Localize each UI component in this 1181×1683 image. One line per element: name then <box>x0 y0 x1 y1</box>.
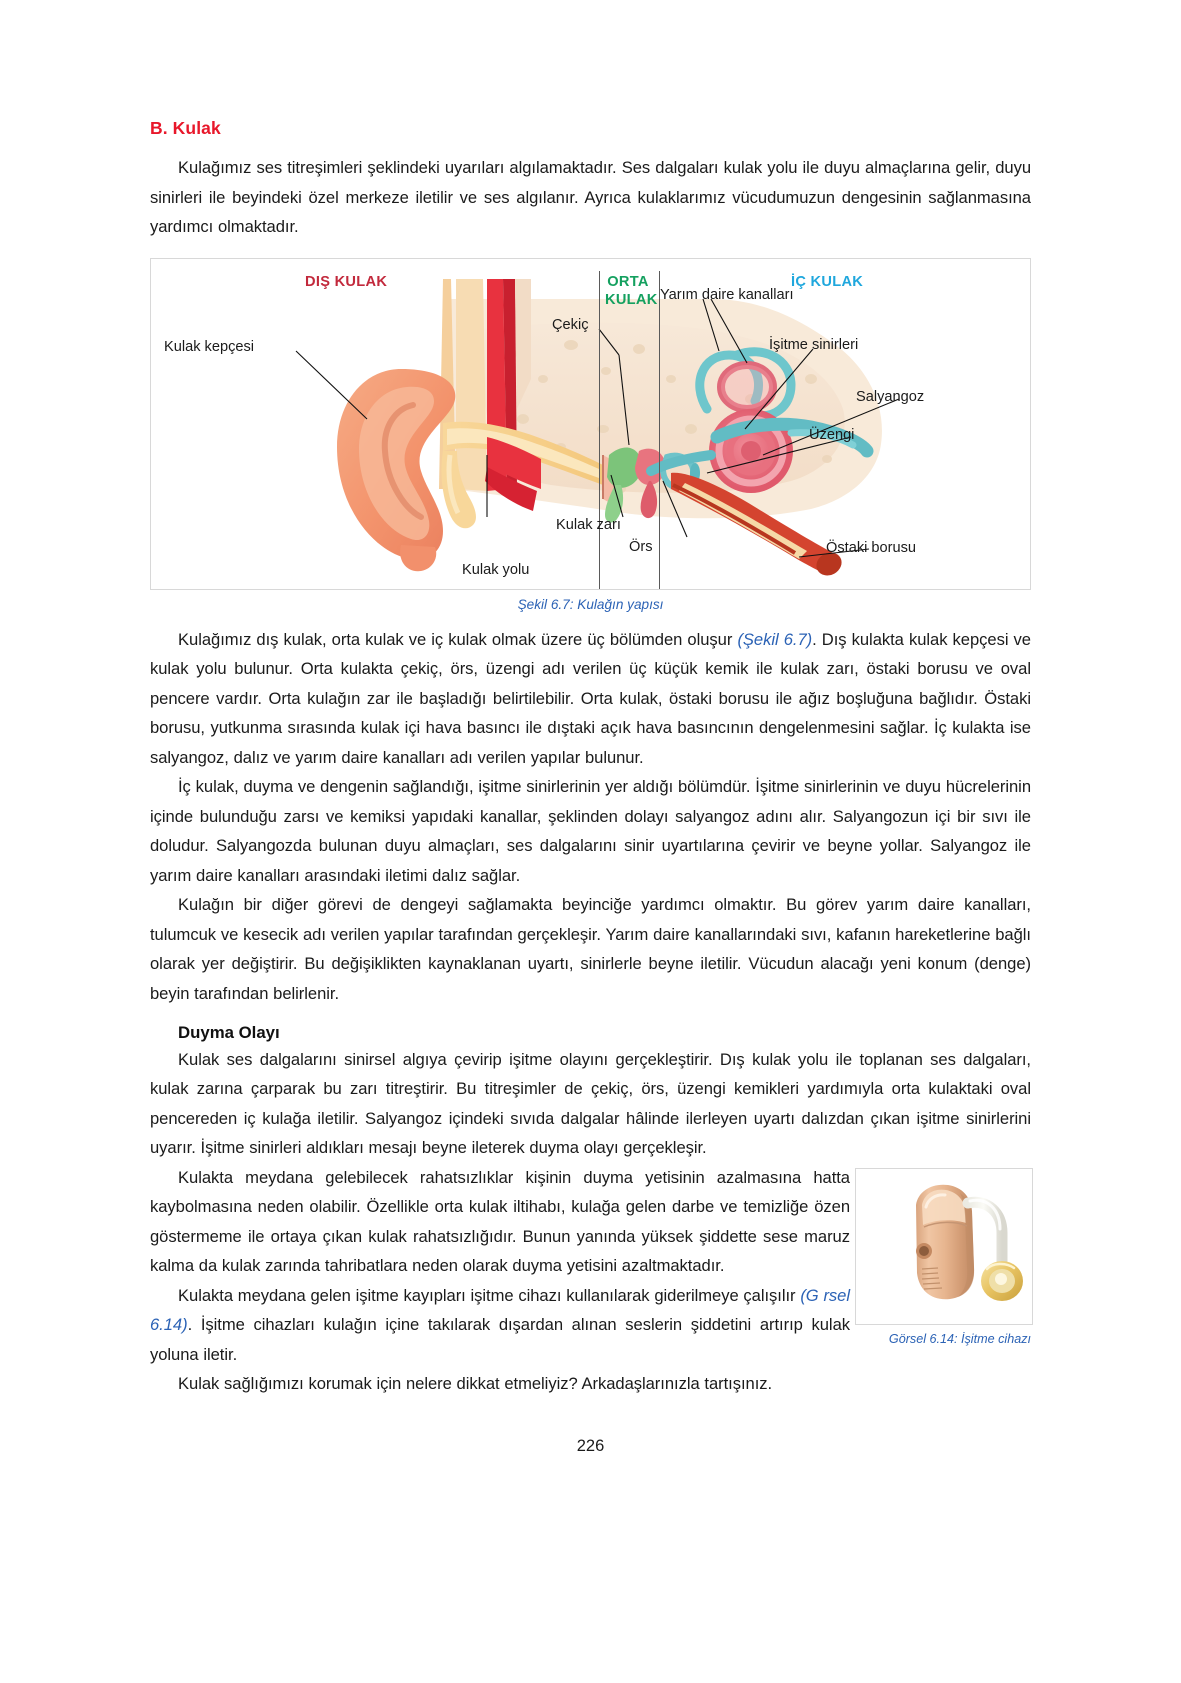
paragraph-1-part-b: . Dış kulakta kulak kepçesi ve kulak yolu bulunur. Orta kulakta çekiç, örs, üzengi adı verilen üç küçük kemik ile kulak zarı, östaki borusu ve oval pencere vardır. Orta kulağın zar ile başladığı belirtilebilir. Orta kulak, östaki borusu ile ağız boşluğuna bağlıdır. Östaki borusu, yutkunma sırasında kulak içi hava basıncı ile dıştaki açık hava basıncının dengelenmesini sağlar. İç kulakta ise salyangoz, dalız ve yarım daire kanalları adı verilen yapılar bulunur. <box>150 629 1031 767</box>
part-label-isitme-sinirleri: İşitme sinirleri <box>769 336 859 353</box>
zone-label-middle-ear: ORTA KULAK <box>605 273 658 308</box>
paragraph-6-part-b: . İşitme cihazları kulağın içine takılarak dışardan alınan seslerin şiddetini artırıp kulak yoluna iletir. <box>150 1315 850 1364</box>
zone-divider-middle-inner <box>659 271 660 589</box>
paragraph-7: Kulak sağlığımızı korumak için nelere dikkat etmeliyiz? Arkadaşlarınızla tartışınız. <box>178 1374 773 1394</box>
hearing-aid-caption: Görsel 6.14: İşitme cihazı <box>888 1332 1031 1346</box>
figure-reference-link[interactable]: (Şekil 6.7) <box>737 629 813 649</box>
paragraph-2: İç kulak, duyma ve dengenin sağlandığı, işitme sinirlerinin yer aldığı bölümdür. İşitme sinirlerinin ve duyu hücrelerinin içinde bulunduğu zarsı ve kemiksi yapıdaki kanallar, şeklinden dolayı salyangoz adını alır. Salyangozun içi bir sıvı ile doludur. Salyangozda bulunan duyu almaçları, ses dalgalarını sinir uyartılarına çevirir ve beyne yollar. Salyangoz ile yarım daire kanalları arasındaki iletimi dalız sağlar. <box>150 777 1031 885</box>
paragraph-4: Kulak ses dalgalarını sinirsel algıya çevirip işitme olayını gerçekleştirir. Dış kulak yolu ile toplanan ses dalgaları, kulak zarına çarparak bu zarı titreştirir. Bu titreşimler de çekiç, örs, üzengi kemikleri yardımıyla orta kulaktaki oval pencereden iç kulağa iletilir. Salyangoz içindeki sıvıda dalgalar hâlinde ilerleyen uyartı dalızdan çıkan işitme sinirlerini uyarır. İşitme sinirleri aldıkları mesajı beyne ileterek duyma olayı gerçekleşir. <box>150 1049 1031 1158</box>
ear-anatomy-figure <box>150 258 1031 590</box>
part-label-cekic: Çekiç <box>552 316 589 333</box>
page-number: 226 <box>576 1437 605 1455</box>
hearing-aid-image-frame <box>855 1168 1033 1325</box>
hearing-aid-illustration <box>856 1169 1032 1324</box>
part-label-salyangoz: Salyangoz <box>856 388 925 405</box>
image-reference-link[interactable]: (G rsel 6.14) <box>150 1285 850 1335</box>
part-label-uzengi: Üzengi <box>809 426 855 443</box>
paragraph-6 <box>150 1281 850 1370</box>
part-label-kulak-zari: Kulak zarı <box>556 516 621 533</box>
intro-paragraph: Kulağımız ses titreşimleri şeklindeki uyarıları algılamaktadır. Ses dalgaları kulak yolu ile duyu almaçlarına gelir, duyu sinirleri ile beyindeki özel merkeze iletilir ve ses algılanır. Ayrıca kulaklarımız vücudumuzun dengesinin sağlanmasına yardımcı olmaktadır. <box>150 158 1031 237</box>
part-label-ors: Örs <box>629 538 653 555</box>
paragraph-5: Kulakta meydana gelebilecek rahatsızlıklar kişinin duyma yetisinin azalmasına hatta kaybolmasına neden olabilir. Özellikle orta kulak iltihabı, kulağa gelen darbe ve temizliğe özen göstermeme ile ortaya çıkan kulak rahatsızlığıdır. Bunun yanında yüksek şiddette sese maruz kalma da kulak zarında tahribatlara neden olarak duyma yetisini azaltmaktadır. <box>150 1167 850 1276</box>
page-title: B. Kulak <box>150 118 221 138</box>
figure-caption: Şekil 6.7: Kulağın yapısı <box>517 596 664 612</box>
zone-label-inner-ear: İÇ KULAK <box>791 273 864 290</box>
paragraph-3: Kulağın bir diğer görevi de dengeyi sağlamakta beyinciğe yardımcı olmaktır. Bu görev yarım daire kanalları, tulumcuk ve kesecik adı verilen yapılar tarafından gerçekleşir. Yarım daire kanallarındaki sıvı, kafanın hareketlerine bağlı olarak yer değiştirir. Bu değişiklikten kaynaklanan uyartı, sinirlerle beyne iletilir. Vücudun alacağı yeni konum (denge) beyin tarafından belirlenir. <box>150 895 1031 1003</box>
paragraph-6-part-a: Kulakta meydana gelen işitme kayıpları işitme cihazı kullanılarak giderilmeye çalışılır <box>178 1285 801 1305</box>
subheading-duyma-olayi: Duyma Olayı <box>178 1022 280 1042</box>
hearing-aid-figure <box>855 1168 1031 1346</box>
part-label-ostaki-borusu: Östaki borusu <box>826 539 917 556</box>
text-beside-image <box>150 1163 850 1370</box>
paragraph-1-part-a: Kulağımız dış kulak, orta kulak ve iç kulak olmak üzere üç bölümden oluşur <box>178 629 738 649</box>
part-label-yarim-daire-kanallari: Yarım daire kanalları <box>660 286 794 303</box>
part-label-kulak-kepcesi: Kulak kepçesi <box>164 338 255 355</box>
paragraph-1 <box>150 625 1031 773</box>
zone-label-outer-ear: DIŞ KULAK <box>305 273 388 290</box>
part-label-kulak-yolu: Kulak yolu <box>462 561 530 578</box>
zone-divider-outer-middle <box>599 271 600 589</box>
